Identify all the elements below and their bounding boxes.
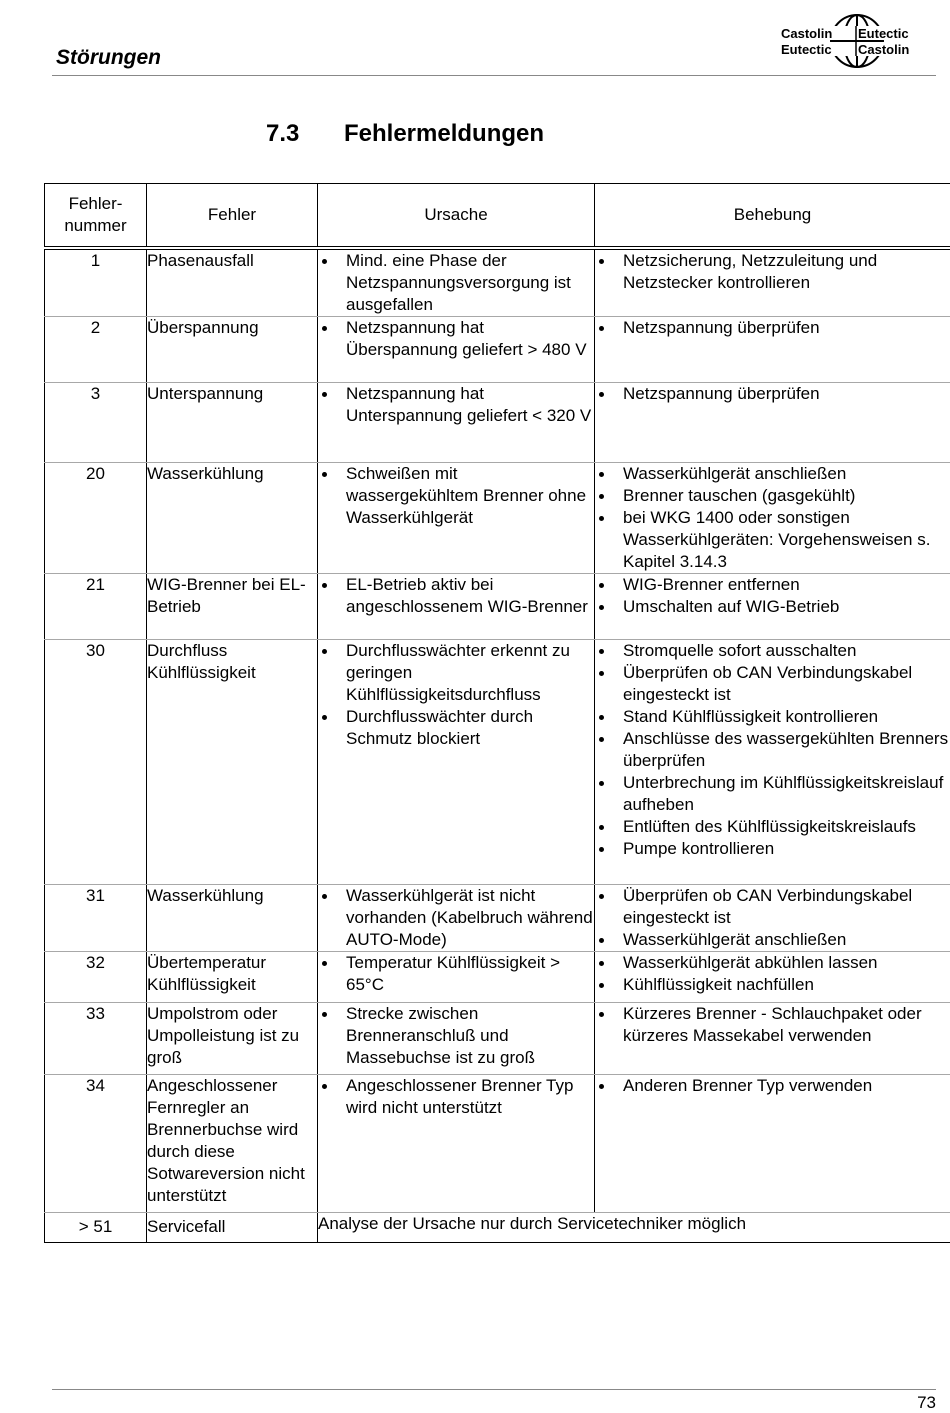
remedy-cell [595, 1075, 950, 1213]
cause-item: Mind. eine Phase der Netzspannungsversorgung ist ausgefallen [318, 250, 594, 316]
logo-text-eutectic-2: Eutectic [781, 42, 832, 57]
page-header-title: Störungen [56, 46, 161, 70]
remedy-cell [595, 1003, 950, 1075]
error-number-cell: 2 [45, 317, 147, 383]
error-name-cell: Angeschlossener Fernregler an Brennerbuchse wird durch diese Sotwareversion nicht unterstützt [147, 1075, 318, 1213]
remedy-list [595, 383, 950, 405]
error-number-cell: 34 [45, 1075, 147, 1213]
cause-cell [318, 1075, 595, 1213]
table-row [45, 1003, 950, 1075]
error-name-cell: Umpolstrom oder Umpolleistung ist zu groß [147, 1003, 318, 1075]
error-number-cell: 32 [45, 952, 147, 1003]
cause-list [318, 1003, 594, 1069]
remedy-cell [595, 383, 950, 463]
cause-cell [318, 248, 595, 317]
remedy-item: Stromquelle sofort ausschalten [595, 640, 950, 662]
logo-text-castolin-1: Castolin [781, 26, 832, 41]
table-row [45, 317, 950, 383]
header-divider [52, 75, 936, 76]
table-row [45, 885, 950, 952]
remedy-list [595, 250, 950, 294]
remedy-cell [595, 317, 950, 383]
cause-cell [318, 463, 595, 574]
remedy-item: Entlüften des Kühlflüssigkeitskreislaufs [595, 816, 950, 838]
remedy-item: bei WKG 1400 oder sonstigen Wasserkühlgeräten: Vorgehensweisen s. Kapitel 3.14.3 [595, 507, 950, 573]
cause-cell [318, 640, 595, 885]
remedy-list [595, 1075, 950, 1097]
remedy-list [595, 1003, 950, 1047]
remedy-list [595, 885, 950, 951]
cause-cell [318, 383, 595, 463]
table-row-service [45, 1213, 950, 1243]
remedy-list [595, 463, 950, 573]
remedy-item: Kürzeres Brenner - Schlauchpaket oder kürzeres Massekabel verwenden [595, 1003, 950, 1047]
cause-list [318, 463, 594, 529]
service-note-cell: Analyse der Ursache nur durch Servicetechniker möglich [318, 1213, 950, 1243]
cause-item: Strecke zwischen Brenneranschluß und Massebuchse ist zu groß [318, 1003, 594, 1069]
section-heading [266, 120, 544, 148]
cause-cell [318, 574, 595, 640]
remedy-item: Netzsicherung, Netzzuleitung und Netzstecker kontrollieren [595, 250, 950, 294]
remedy-cell [595, 885, 950, 952]
remedy-item: Kühlflüssigkeit nachfüllen [595, 974, 950, 996]
remedy-item: Stand Kühlflüssigkeit kontrollieren [595, 706, 950, 728]
cause-item: Schweißen mit wassergekühltem Brenner ohne Wasserkühlgerät [318, 463, 594, 529]
error-name-cell: Überspannung [147, 317, 318, 383]
cause-list [318, 317, 594, 361]
cause-item: EL-Betrieb aktiv bei angeschlossenem WIG-Brenner [318, 574, 594, 618]
cause-item: Netzspannung hat Unterspannung geliefert < 320 V [318, 383, 594, 427]
table-row [45, 952, 950, 1003]
cause-item: Angeschlossener Brenner Typ wird nicht unterstützt [318, 1075, 594, 1119]
table-row [45, 640, 950, 885]
remedy-cell [595, 463, 950, 574]
remedy-item: Wasserkühlgerät abkühlen lassen [595, 952, 950, 974]
cause-list [318, 383, 594, 427]
remedy-cell [595, 574, 950, 640]
remedy-item: Brenner tauschen (gasgekühlt) [595, 485, 950, 507]
error-number-cell: 31 [45, 885, 147, 952]
footer-divider [52, 1389, 936, 1390]
cause-cell [318, 952, 595, 1003]
error-messages-table [44, 183, 950, 1243]
column-header-fehler: Fehler [147, 184, 318, 249]
cause-list [318, 640, 594, 750]
error-number-cell: 21 [45, 574, 147, 640]
remedy-item: Überprüfen ob CAN Verbindungskabel eingesteckt ist [595, 885, 950, 929]
castolin-eutectic-logo [778, 12, 936, 70]
remedy-cell [595, 640, 950, 885]
remedy-item: Unterbrechung im Kühlflüssigkeitskreislauf aufheben [595, 772, 950, 816]
remedy-cell [595, 248, 950, 317]
cause-list [318, 250, 594, 316]
cause-item: Durchflusswächter erkennt zu geringen Kühlflüssigkeitsdurchfluss [318, 640, 594, 706]
column-header-behebung: Behebung [595, 184, 950, 249]
error-number-cell: 20 [45, 463, 147, 574]
remedy-item: WIG-Brenner entfernen [595, 574, 950, 596]
section-number: 7.3 [266, 120, 344, 148]
table-body [45, 248, 950, 1243]
error-name-cell: WIG-Brenner bei EL-Betrieb [147, 574, 318, 640]
cause-item: Durchflusswächter durch Schmutz blockiert [318, 706, 594, 750]
page-number: 73 [900, 1393, 936, 1413]
cause-item: Wasserkühlgerät ist nicht vorhanden (Kabelbruch während AUTO-Mode) [318, 885, 594, 951]
error-name-cell: Unterspannung [147, 383, 318, 463]
cause-cell [318, 317, 595, 383]
remedy-cell [595, 952, 950, 1003]
table-row [45, 574, 950, 640]
column-header-fehlernummer: Fehler- nummer [45, 184, 147, 249]
error-name-cell: Wasserkühlung [147, 463, 318, 574]
error-number-cell: 30 [45, 640, 147, 885]
cause-list [318, 885, 594, 951]
table-row [45, 248, 950, 317]
remedy-item: Wasserkühlgerät anschließen [595, 929, 950, 951]
remedy-item: Überprüfen ob CAN Verbindungskabel eingesteckt ist [595, 662, 950, 706]
remedy-item: Netzspannung überprüfen [595, 383, 950, 405]
remedy-item: Pumpe kontrollieren [595, 838, 950, 860]
error-number-cell: 33 [45, 1003, 147, 1075]
logo-text-eutectic-1: Eutectic [858, 26, 909, 41]
cause-cell [318, 1003, 595, 1075]
remedy-list [595, 952, 950, 996]
cause-item: Netzspannung hat Überspannung geliefert > 480 V [318, 317, 594, 361]
logo-text-castolin-2: Castolin [858, 42, 909, 57]
error-name-cell: Phasenausfall [147, 248, 318, 317]
error-name-cell: Wasserkühlung [147, 885, 318, 952]
error-name-cell: Übertemperatur Kühlflüssigkeit [147, 952, 318, 1003]
cause-item: Temperatur Kühlflüssigkeit > 65°C [318, 952, 594, 996]
remedy-list [595, 317, 950, 339]
section-title: Fehlermeldungen [344, 120, 544, 147]
remedy-item: Anschlüsse des wassergekühlten Brenners überprüfen [595, 728, 950, 772]
remedy-item: Umschalten auf WIG-Betrieb [595, 596, 950, 618]
remedy-item: Anderen Brenner Typ verwenden [595, 1075, 950, 1097]
table-row [45, 463, 950, 574]
cause-list [318, 574, 594, 618]
remedy-item: Wasserkühlgerät anschließen [595, 463, 950, 485]
cause-list [318, 952, 594, 996]
cause-cell [318, 885, 595, 952]
remedy-item: Netzspannung überprüfen [595, 317, 950, 339]
error-number-cell: > 51 [45, 1213, 147, 1243]
error-name-cell: Servicefall [147, 1213, 318, 1243]
table-row [45, 1075, 950, 1213]
remedy-list [595, 574, 950, 618]
error-number-cell: 3 [45, 383, 147, 463]
column-header-ursache: Ursache [318, 184, 595, 249]
table-row [45, 383, 950, 463]
error-number-cell: 1 [45, 248, 147, 317]
remedy-list [595, 640, 950, 860]
table-header-row [45, 184, 950, 249]
error-name-cell: Durchfluss Kühlflüssigkeit [147, 640, 318, 885]
cause-list [318, 1075, 594, 1119]
